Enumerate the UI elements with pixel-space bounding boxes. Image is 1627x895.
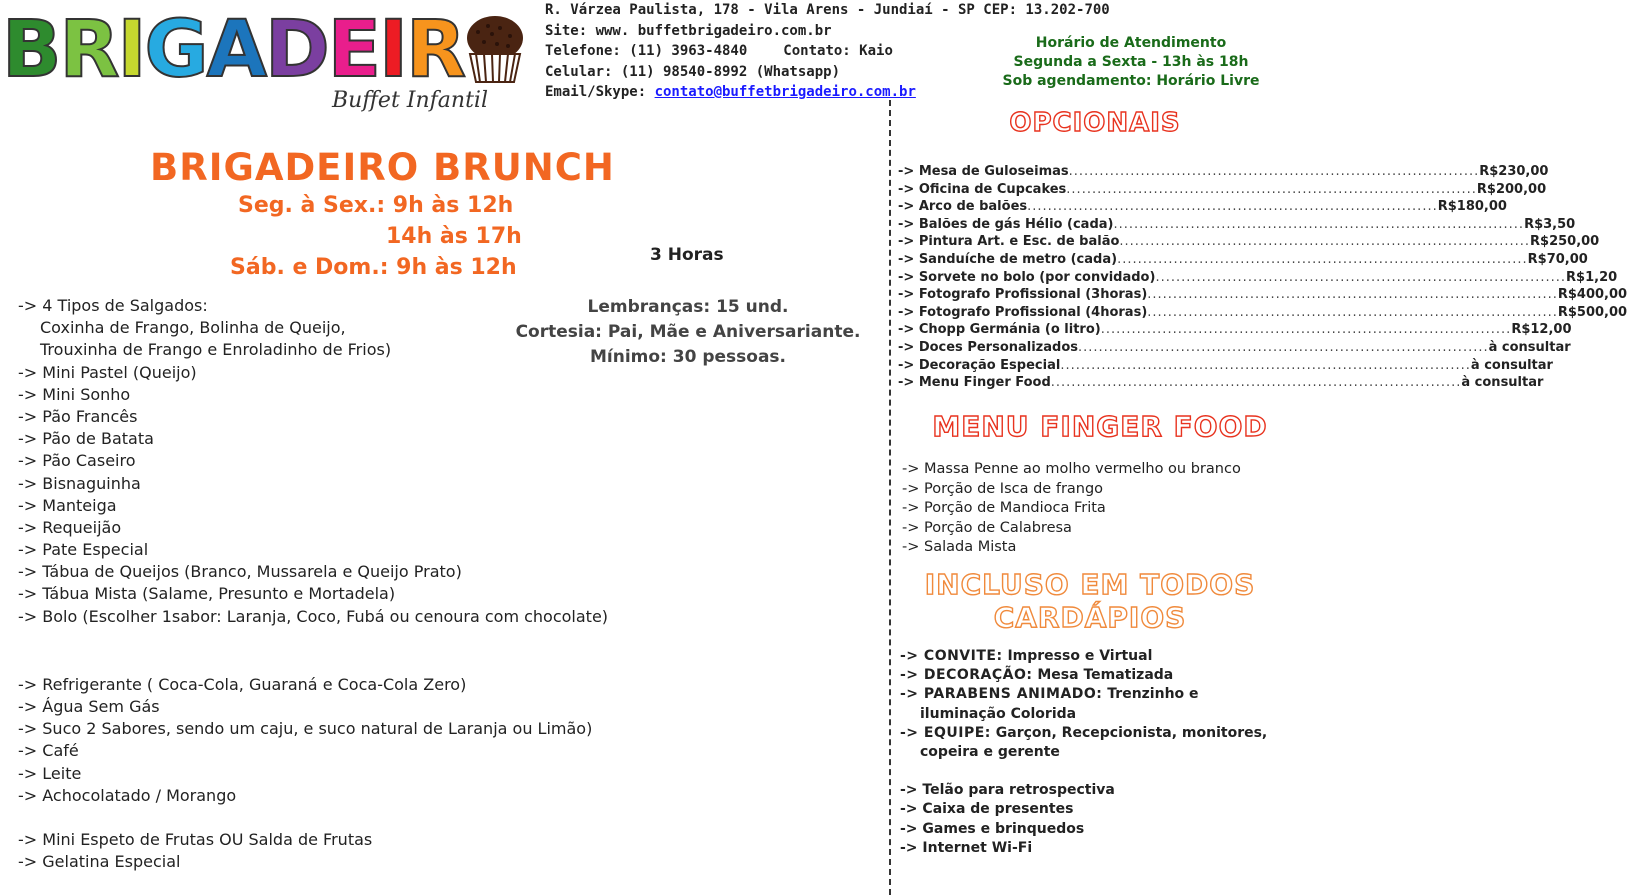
currency: R$ (1511, 322, 1531, 338)
finger-food-item: -> Porção de Calabresa (902, 519, 1072, 536)
logo-letter: B (2, 5, 60, 95)
price: 70,00 (1546, 251, 1588, 267)
menu-group-food (18, 295, 608, 628)
opcional-row (898, 339, 1571, 357)
finger-food-item: -> Salada Mista (902, 539, 1017, 555)
incluso-title-line1: INCLUSO EM TODOS (924, 568, 1256, 601)
price: 400,00 (1576, 287, 1627, 303)
leader-dots: ................................................................................ (1027, 199, 1438, 215)
list-item: -> PARABENS ANIMADO: Trenzinho e (900, 686, 1199, 703)
menu-item: -> Mini Pastel (Queijo) (18, 362, 197, 382)
opcionais-title: OPCIONAIS (1009, 108, 1181, 138)
opcional-name: -> Balões de gás Hélio (cada) (898, 216, 1114, 232)
menu-item: -> Suco 2 Sabores, sendo um caju, e suco natural de Laranja ou Limão) (18, 719, 593, 739)
logo-letter: D (264, 5, 328, 95)
consult-label: à consultar (1470, 357, 1553, 373)
menu-item: -> Mini Espeto de Frutas OU Salda de Frutas (18, 829, 373, 849)
opcional-name: -> Sorvete no bolo (por convidado) (898, 269, 1156, 285)
menu-item: -> Gelatina Especial (18, 852, 181, 872)
incluso-title-line2: CARDÁPIOS (993, 601, 1187, 634)
time-weekdays-morning: Seg. à Sex.: 9h às 12h (238, 193, 514, 218)
opcional-name: -> Fotografo Profissional (3horas) (898, 287, 1148, 303)
business-hours (990, 34, 1272, 91)
opcional-row (898, 269, 1618, 287)
logo-subtitle: Buffet Infantil (332, 88, 488, 113)
currency: R$ (1476, 181, 1496, 197)
logo-letter: I (379, 5, 407, 95)
opcional-name: -> Arco de balões (898, 199, 1028, 215)
consult-label: à consultar (1488, 339, 1571, 355)
logo-wordmark (2, 5, 465, 95)
list-item: -> Internet Wi-Fi (900, 839, 1033, 856)
hours-weekdays: Segunda a Sexta - 13h às 18h (1013, 54, 1249, 70)
currency: R$ (1566, 269, 1586, 285)
menu-item: -> Tábua de Queijos (Branco, Mussarela e Queijo Prato) (18, 562, 462, 582)
incluso-title (920, 568, 1260, 634)
incluso-extras (900, 781, 1280, 858)
price: 250,00 (1549, 234, 1600, 250)
currency: R$ (1479, 164, 1499, 179)
finger-food-item: -> Porção de Mandioca Frita (902, 500, 1106, 516)
opcional-row (898, 321, 1572, 339)
menu-item: -> Mini Sonho (18, 384, 131, 404)
price: 500,00 (1576, 304, 1627, 320)
opcional-name: -> Decoração Especial (898, 357, 1061, 373)
logo-letter: A (206, 5, 265, 95)
opcional-name: -> Chopp Germánia (o litro) (898, 322, 1101, 338)
minimum-guests: Mínimo: 30 pessoas. (589, 347, 787, 367)
menu-item: -> 4 Tipos de Salgados: (18, 296, 208, 315)
page-title: BRIGADEIRO BRUNCH (150, 146, 615, 189)
column-divider (889, 100, 891, 895)
price: 12,00 (1530, 322, 1572, 338)
opcional-name: -> Mesa de Guloseimas (898, 164, 1069, 179)
hours-schedule: Sob agendamento: Horário Livre (1002, 73, 1260, 89)
leader-dots: ................................................................................ (1068, 164, 1480, 179)
time-weekend: Sáb. e Dom.: 9h às 12h (230, 255, 517, 280)
menu-item: -> Bisnaguinha (18, 473, 141, 493)
website: Site: www. buffetbrigadeiro.com.br (545, 22, 832, 39)
opcional-row (898, 198, 1507, 216)
currency: R$ (1557, 287, 1577, 303)
menu-item: Trouxinha de Frango e Enroladinho de Frios) (40, 340, 392, 360)
menu-item: -> Requeijão (18, 517, 122, 537)
list-item: -> CONVITE: Impresso e Virtual (900, 648, 1153, 664)
leader-dots: ................................................................................ (1060, 357, 1471, 373)
opcionais-list (898, 163, 1627, 392)
phone: Telefone: (11) 3963-4840 (545, 43, 748, 59)
currency: R$ (1524, 216, 1544, 232)
list-item-continuation: copeira e gerente (920, 744, 1060, 761)
list-item: -> Telão para retrospectiva (900, 782, 1115, 799)
leader-dots: ................................................................................ (1147, 287, 1558, 303)
opcional-row (898, 357, 1553, 375)
menu-item: -> Bolo (Escolher 1sabor: Laranja, Coco, Fubá ou cenoura com chocolate) (18, 606, 609, 626)
menu-item: -> Leite (18, 763, 82, 783)
consult-label: à consultar (1461, 375, 1544, 391)
currency: R$ (1557, 304, 1577, 320)
opcional-row (898, 251, 1588, 269)
menu-group-drinks (18, 674, 608, 807)
leader-dots: ................................................................................ (1155, 269, 1567, 285)
brand-logo (2, 4, 532, 116)
opcional-row (898, 286, 1627, 304)
menu-item: -> Água Sem Gás (18, 697, 160, 716)
price: 1,20 (1585, 269, 1618, 285)
list-item: -> DECORAÇÃO: Mesa Tematizada (900, 667, 1174, 684)
logo-letter: I (117, 5, 145, 95)
finger-food-title: MENU FINGER FOOD (932, 410, 1268, 443)
leader-dots: ................................................................................ (1119, 234, 1530, 250)
menu-group-desserts (18, 829, 608, 873)
leader-dots: ................................................................................ (1147, 304, 1558, 320)
hours-title: Horário de Atendimento (1035, 35, 1227, 51)
price: 3,50 (1543, 216, 1576, 232)
contact-person: Contato: Kaio (783, 43, 893, 59)
address: R. Várzea Paulista, 178 - Vila Arens - Jundiaí - SP CEP: 13.202-700 (545, 2, 1110, 18)
opcional-row (898, 233, 1600, 251)
incluso-list (900, 647, 1280, 858)
email-link[interactable]: contato@buffetbrigadeiro.com.br (654, 84, 916, 100)
menu-item: -> Manteiga (18, 495, 117, 515)
menu-item: -> Café (18, 741, 79, 761)
opcional-row (898, 304, 1627, 322)
time-weekdays-afternoon: 14h às 17h (386, 224, 522, 249)
finger-food-item: -> Massa Penne ao molho vermelho ou branco (902, 461, 1241, 477)
list-item: -> EQUIPE: Garçon, Recepcionista, monitores, (900, 724, 1268, 741)
list-item: -> Games e brinquedos (900, 820, 1085, 837)
courtesy: Cortesia: Pai, Mãe e Aniversariante. (515, 322, 861, 342)
menu-item: -> Achocolatado / Morango (18, 785, 237, 805)
leader-dots: ................................................................................ (1100, 322, 1512, 338)
leader-dots: ................................................................................ (1078, 339, 1489, 355)
opcional-name: -> Oficina de Cupcakes (898, 181, 1067, 197)
logo-letter: R (59, 5, 118, 95)
logo-letter: R (406, 5, 465, 95)
price: 200,00 (1495, 181, 1547, 197)
menu-item: -> Pão Caseiro (18, 451, 136, 471)
menu-item: -> Pão de Batata (18, 429, 154, 449)
duration: 3 Horas (650, 245, 724, 265)
mobile-phone: Celular: (11) 98540-8992 (Whatsapp) (545, 63, 841, 80)
leader-dots: ................................................................................ (1050, 375, 1462, 391)
opcional-name: -> Fotografo Profissional (4horas) (898, 304, 1148, 320)
brunch-menu (18, 295, 608, 873)
price: 230,00 (1498, 164, 1549, 179)
opcional-name: -> Pintura Art. e Esc. de balão (898, 234, 1120, 250)
logo-letter: G (144, 5, 207, 95)
list-item-continuation: iluminação Colorida (920, 705, 1077, 722)
souvenirs: Lembranças: 15 und. (587, 297, 789, 317)
menu-item: -> Pão Francês (18, 406, 138, 426)
opcional-name: -> Sanduíche de metro (cada) (898, 251, 1118, 267)
opcional-row (898, 216, 1576, 234)
leader-dots: ................................................................................ (1113, 216, 1525, 232)
opcional-name: -> Menu Finger Food (898, 375, 1051, 391)
currency: R$ (1437, 199, 1457, 215)
opcional-row (898, 181, 1547, 199)
menu-item: -> Pate Especial (18, 540, 149, 560)
opcional-name: -> Doces Personalizados (898, 339, 1079, 355)
finger-food-item: -> Porção de Isca de frango (902, 480, 1104, 497)
currency: R$ (1527, 251, 1547, 267)
menu-item: Coxinha de Frango, Bolinha de Queijo, (40, 318, 346, 338)
opcional-row (898, 374, 1544, 392)
menu-item: -> Tábua Mista (Salame, Presunto e Mortadela) (18, 584, 396, 604)
leader-dots: ................................................................................ (1117, 251, 1528, 267)
list-item: -> Caixa de presentes (900, 801, 1074, 818)
opcional-row (898, 163, 1549, 181)
finger-food-list (902, 460, 1241, 558)
currency: R$ (1530, 234, 1550, 250)
logo-letter: E (327, 5, 379, 95)
email-label: Email/Skype: (545, 84, 655, 100)
cupcake-icon (464, 14, 526, 84)
menu-item: -> Refrigerante ( Coca-Cola, Guaraná e Coca-Cola Zero) (18, 674, 467, 694)
price: 180,00 (1456, 199, 1507, 215)
leader-dots: ................................................................................ (1066, 181, 1477, 197)
